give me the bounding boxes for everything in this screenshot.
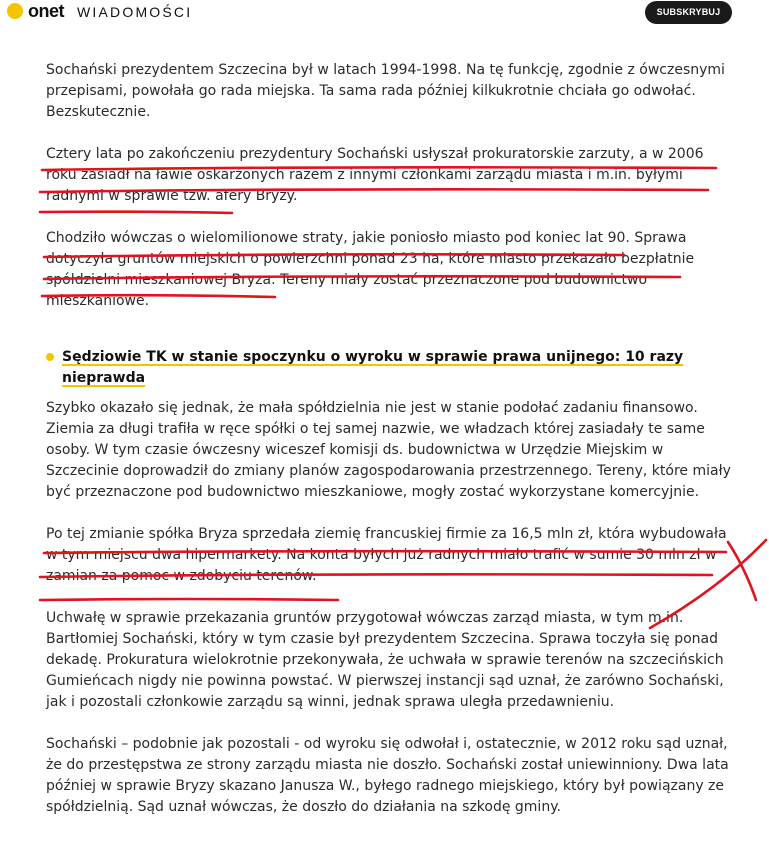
paragraph-3: Chodziło wówczas o wielomilionowe straty, jakie poniosło miasto pod koniec lat 90. Sprawa dotyczyła gruntów miejskich o powierzchni ponad 23 ha, które miasto przekazało bezpłatnie spółdzielni mieszkaniowej Bryza. Tereny miały zostać przeznaczone pod budownictwo mieszkaniowe. xyxy=(46,230,695,309)
paragraph-5: Po tej zmianie spółka Bryza sprzedała ziemię francuskiej firmie za 16,5 mln zł, która wybudowała w tym miejscu dwa hipermarkety. Na konta byłych już radnych miało trafić w sumie 30 mln zł w zamian za pomoc w zdobyciu terenów. xyxy=(46,526,727,584)
article-body xyxy=(46,60,736,312)
article-body-continued xyxy=(46,398,736,818)
paragraph-6: Uchwałę w sprawie przekazania gruntów przygotował wówczas zarząd miasta, w tym m.in. Bartłomiej Sochański, który w tym czasie był prezydentem Szczecina. Sprawa toczyła się ponad dekadę. Prokuratura wielokrotnie przekonywała, że uchwała w sprawie terenów na szczecińskich Gumieńcach nigdy nie powinna powstać. W pierwszej instancji sąd uznał, że zarówno Sochański, jak i pozostali członkowie zarządu są winni, jednak sprawa uległa przedawnieniu. xyxy=(46,610,724,710)
onet-logo[interactable]: onet xyxy=(28,1,64,21)
onet-logo-dot-icon[interactable] xyxy=(7,3,23,19)
related-article-link[interactable]: Sędziowie TK w stanie spoczynku o wyroku w sprawie prawa unijnego: 10 razy nieprawda xyxy=(62,349,684,386)
paragraph-7: Sochański – podobnie jak pozostali - od wyroku się odwołał i, ostatecznie, w 2012 roku sąd uznał, że do przestępstwa ze strony zarządu miasta nie doszło. Sochański został uniewinniony. Dwa lata później w sprawie Bryzy skazano Janusza W., byłego radnego miejskiego, który był powiązany ze spółdzielnią. Sąd uznał wówczas, że doszło do działania na szkodę gminy. xyxy=(46,736,729,815)
paragraph-1: Sochański prezydentem Szczecina był w latach 1994-1998. Na tę funkcję, zgodnie z ówczesnymi przepisami, powołała go rada miejska. Ta sama rada później kilkukrotnie chciała go odwołać. Bezskutecznie. xyxy=(46,62,725,120)
related-article[interactable] xyxy=(46,347,736,386)
site-header xyxy=(0,0,769,24)
bullet-icon xyxy=(46,353,54,361)
paragraph-2: Cztery lata po zakończeniu prezydentury Sochański usłyszał prokuratorskie zarzuty, a w 2006 roku zasiadł na ławie oskarżonych razem z innymi członkami zarządu miasta i m.in. byłymi radnymi w sprawie tzw. afery Bryzy. xyxy=(46,146,704,204)
paragraph-4: Szybko okazało się jednak, że mała spółdzielnia nie jest w stanie podołać zadaniu finansowo. Ziemia za długi trafiła w ręce spółki o tej samej nazwie, we władzach której zasiadały te same osoby. W tym czasie ówczesny wiceszef komisji ds. budownictwa w Urzędzie Miejskim w Szczecinie doprowadził do zmiany planów zagospodarowania przestrzennego. Tereny, które miały być przeznaczone pod budownictwo mieszkaniowe, mogły zostać wykorzystane komercyjnie. xyxy=(46,400,731,500)
subscribe-button[interactable]: SUBSKRYBUJ xyxy=(645,1,732,24)
section-name[interactable]: WIADOMOŚCI xyxy=(77,4,193,20)
